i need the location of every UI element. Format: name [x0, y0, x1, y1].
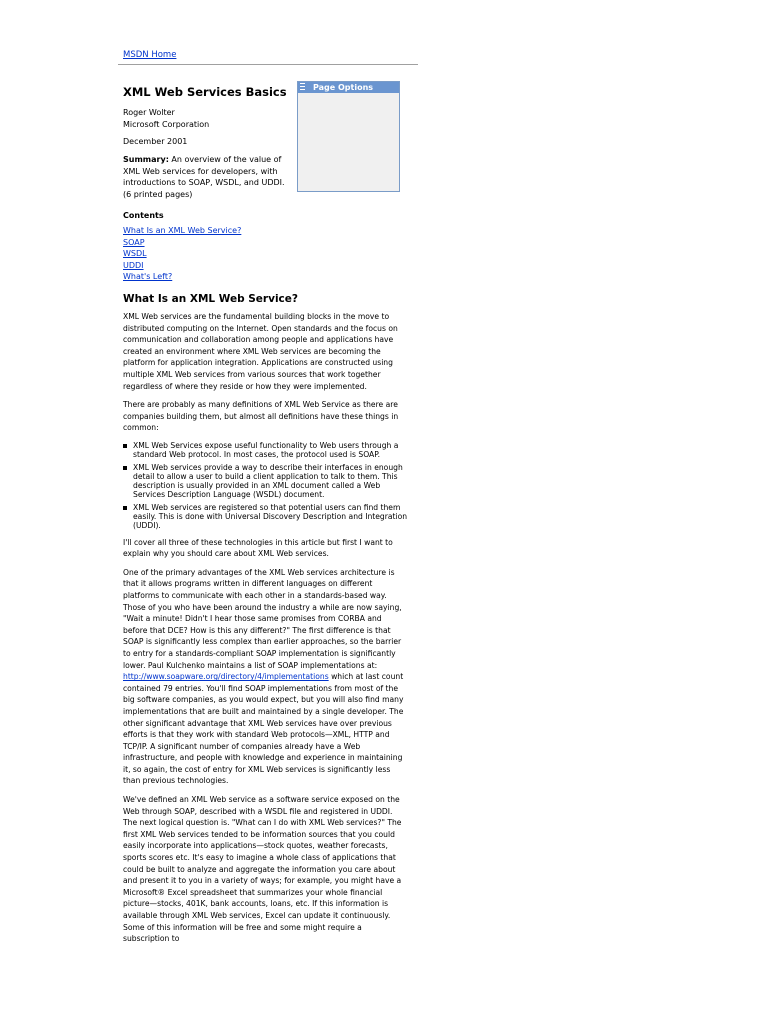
list-item-text: XML Web services provide a way to describe their interfaces in enough detail to allow a user to build a client application to talk to them. This description is usually provided in an XML document called a Web Services Description Language (WSDL) document.: [133, 462, 403, 500]
toc-link-uddi[interactable]: UDDI: [123, 260, 144, 270]
paragraph: I'll cover all three of these technologies in this article but first I want to explain why you should care about XML Web services.: [123, 537, 393, 559]
header-divider: [118, 64, 418, 65]
toc-item: [123, 248, 241, 260]
table-of-contents: [123, 225, 241, 283]
paragraph: XML Web services are the fundamental building blocks in the move to distributed computing on the Internet. Open standards and the focus on communication and collaboration among people and applications have created an environment where XML Web services are becoming the platform for application integration. Applications are constructed using multiple XML Web services from various sources that work together regardless of where they reside or how they were implemented.: [123, 312, 398, 391]
author-organization: Microsoft Corporation: [123, 119, 210, 129]
page-options-panel: [297, 81, 400, 192]
list-item: [123, 441, 408, 460]
list-item: [123, 503, 408, 531]
author-name: Roger Wolter: [123, 108, 175, 117]
toc-item: [123, 260, 241, 272]
article-summary: [123, 154, 295, 200]
publish-date: December 2001: [123, 137, 188, 146]
list-item: [123, 463, 408, 500]
toc-link-what-is[interactable]: What Is an XML Web Service?: [123, 226, 242, 235]
toc-item: [123, 237, 241, 249]
bullet-icon: [123, 506, 127, 510]
bullet-icon: [123, 444, 127, 448]
summary-label: Summary:: [123, 155, 169, 164]
page-options-title: Page Options: [313, 83, 374, 92]
page-options-header[interactable]: [298, 82, 399, 93]
toc-link-wsdl[interactable]: WSDL: [123, 249, 147, 258]
toc-link-whats-left[interactable]: What's Left?: [123, 272, 173, 281]
toc-item: [123, 225, 241, 237]
paragraph-text: One of the primary advantages of the XML Web services architecture is that it allows programs written in different languages on different platforms to communicate with each other in a standards-based way. Those of you who have been around the industry a while are now saying, "Wait a minute! Didn't I hear those same promises from CORBA and before that DCE? How is this any different?" The first difference is that SOAP is significantly less complex than earlier approaches, so the barrier to entry for a standards-compliant SOAP implementation is significantly lower. Paul Kulchenko maintains a list of SOAP implementations at:: [123, 567, 402, 670]
contents-heading: Contents: [123, 211, 164, 220]
paragraph: We've defined an XML Web service as a software service exposed on the Web through SOAP, described with a WSDL file and registered in UDDI. The next logical question is. "What can I do with XML Web services?" The first XML Web services tended to be information sources that you could easily incorporate into applications—stock quotes, weather forecasts, sports scores etc. It's easy to imagine a whole class of applications that could be built to analyze and aggregate the information you care about and present it to you in a variety of ways; for example, you might have a Microsoft® Excel spreadsheet that summarizes your whole financial picture—stocks, 401K, bank accounts, loans, etc. If this information is available through XML Web services, Excel can update it continuously. Some of this information will be free and some might require a subscription to: [123, 795, 402, 944]
feature-list: [123, 441, 408, 531]
paragraph: [123, 567, 408, 787]
grip-icon: [300, 83, 305, 92]
bullet-icon: [123, 466, 127, 470]
toc-link-soap[interactable]: SOAP: [123, 237, 145, 247]
msdn-home-link[interactable]: MSDN Home: [123, 50, 177, 60]
summary-text: An overview of the value of XML Web services for developers, with introductions to SOAP, WSDL, and UDDI. (6 printed pages): [123, 155, 285, 199]
list-item-text: XML Web Services expose useful functionality to Web users through a standard Web protocol. In most cases, the protocol used is SOAP.: [133, 440, 399, 460]
list-item-text: XML Web services are registered so that potential users can find them easily. This is done with Universal Discovery Description and Integration (UDDI).: [133, 502, 408, 531]
paragraph-text: which at last count contained 79 entries. You'll find SOAP implementations from most of the big software companies, as you would expect, but you will also find many implementations that are built and maintained by a single developer. The other significant advantage that XML Web services have over previous efforts is that they work with standard Web protocols—XML, HTTP and TCP/IP. A significant number of companies already have a Web infrastructure, and people with knowledge and experience in maintaining it, so again, the cost of entry for XML Web services is significantly less than previous technologies.: [123, 672, 404, 786]
section-heading: What Is an XML Web Service?: [123, 293, 298, 305]
article-body: [123, 311, 408, 952]
article-title: XML Web Services Basics: [123, 85, 287, 99]
toc-item: [123, 271, 241, 283]
paragraph: There are probably as many definitions of XML Web Service as there are companies building them, but almost all definitions have these things in common:: [123, 400, 399, 433]
soap-implementations-link[interactable]: http://www.soapware.org/directory/4/implementations: [123, 672, 329, 682]
